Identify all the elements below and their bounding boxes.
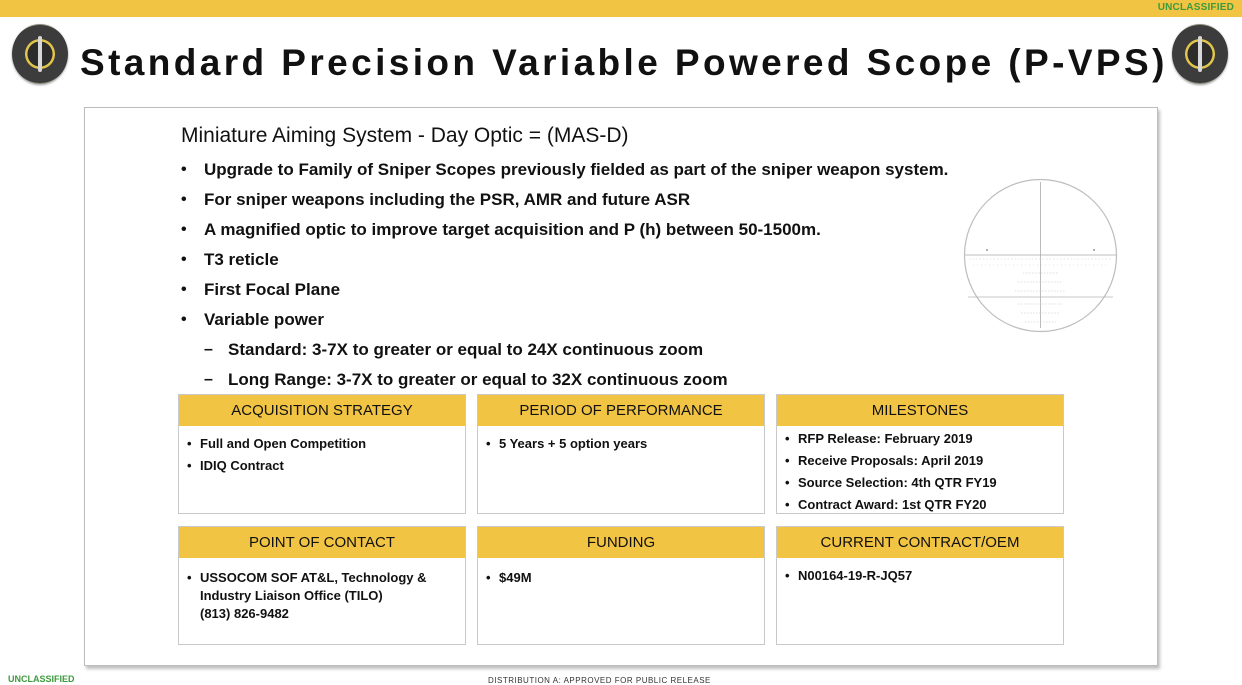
distribution-statement: DISTRIBUTION A: APPROVED FOR PUBLIC RELEASE <box>488 676 711 685</box>
contact-phone-text: (813) 826-9482 <box>200 606 289 621</box>
bullet-item: • T3 reticle <box>181 248 948 278</box>
sub-bullet-item: – Long Range: 3-7X to greater or equal to 32X continuous zoom <box>181 368 948 398</box>
milestone-item: • Contract Award: 1st QTR FY20 <box>785 496 1063 514</box>
contact-phone <box>187 605 451 623</box>
period-of-performance-header: PERIOD OF PERFORMANCE <box>478 395 764 426</box>
point-of-contact-header: POINT OF CONTACT <box>179 527 465 558</box>
funding-box <box>477 526 765 645</box>
contact-item: • USSOCOM SOF AT&L, Technology & Industry Liaison Office (TILO) <box>187 569 451 605</box>
milestone-item: • Receive Proposals: April 2019 <box>785 452 1063 470</box>
feature-bullet-list <box>181 158 948 398</box>
slide-title: Standard Precision Variable Powered Scope (P-VPS) <box>80 42 1168 83</box>
classification-bottom: UNCLASSIFIED <box>8 674 75 684</box>
reticle-icon <box>963 178 1118 333</box>
period-item: • 5 Years + 5 option years <box>486 435 764 453</box>
milestones-box <box>776 394 1064 514</box>
sub-bullet-item: – Standard: 3-7X to greater or equal to 24X continuous zoom <box>181 338 948 368</box>
acquisition-strategy-header: ACQUISITION STRATEGY <box>179 395 465 426</box>
point-of-contact-box <box>178 526 466 645</box>
acquisition-strategy-box <box>178 394 466 514</box>
funding-header: FUNDING <box>478 527 764 558</box>
ussocom-seal-icon <box>12 24 68 84</box>
contract-item: • N00164-19-R-JQ57 <box>785 567 1063 585</box>
bullet-item: • For sniper weapons including the PSR, AMR and future ASR <box>181 188 948 218</box>
program-subhead: Miniature Aiming System - Day Optic = (MAS-D) <box>181 124 629 147</box>
period-of-performance-box <box>477 394 765 514</box>
bullet-item: • Upgrade to Family of Sniper Scopes previously fielded as part of the sniper weapon system. <box>181 158 948 188</box>
current-contract-header: CURRENT CONTRACT/OEM <box>777 527 1063 558</box>
bullet-item: • A magnified optic to improve target acquisition and P (h) between 50-1500m. <box>181 218 948 248</box>
bullet-item: • First Focal Plane <box>181 278 948 308</box>
acquisition-item: • Full and Open Competition <box>187 435 465 453</box>
bullet-item: • Variable power <box>181 308 948 338</box>
milestones-header: MILESTONES <box>777 395 1063 426</box>
funding-item: • $49M <box>486 569 764 587</box>
acquisition-item: • IDIQ Contract <box>187 457 465 475</box>
milestone-item: • Source Selection: 4th QTR FY19 <box>785 474 1063 492</box>
current-contract-box <box>776 526 1064 645</box>
top-banner <box>0 0 1242 17</box>
milestone-item: • RFP Release: February 2019 <box>785 430 1063 448</box>
ussocom-seal-icon <box>1172 24 1228 84</box>
classification-top: UNCLASSIFIED <box>1157 2 1234 13</box>
